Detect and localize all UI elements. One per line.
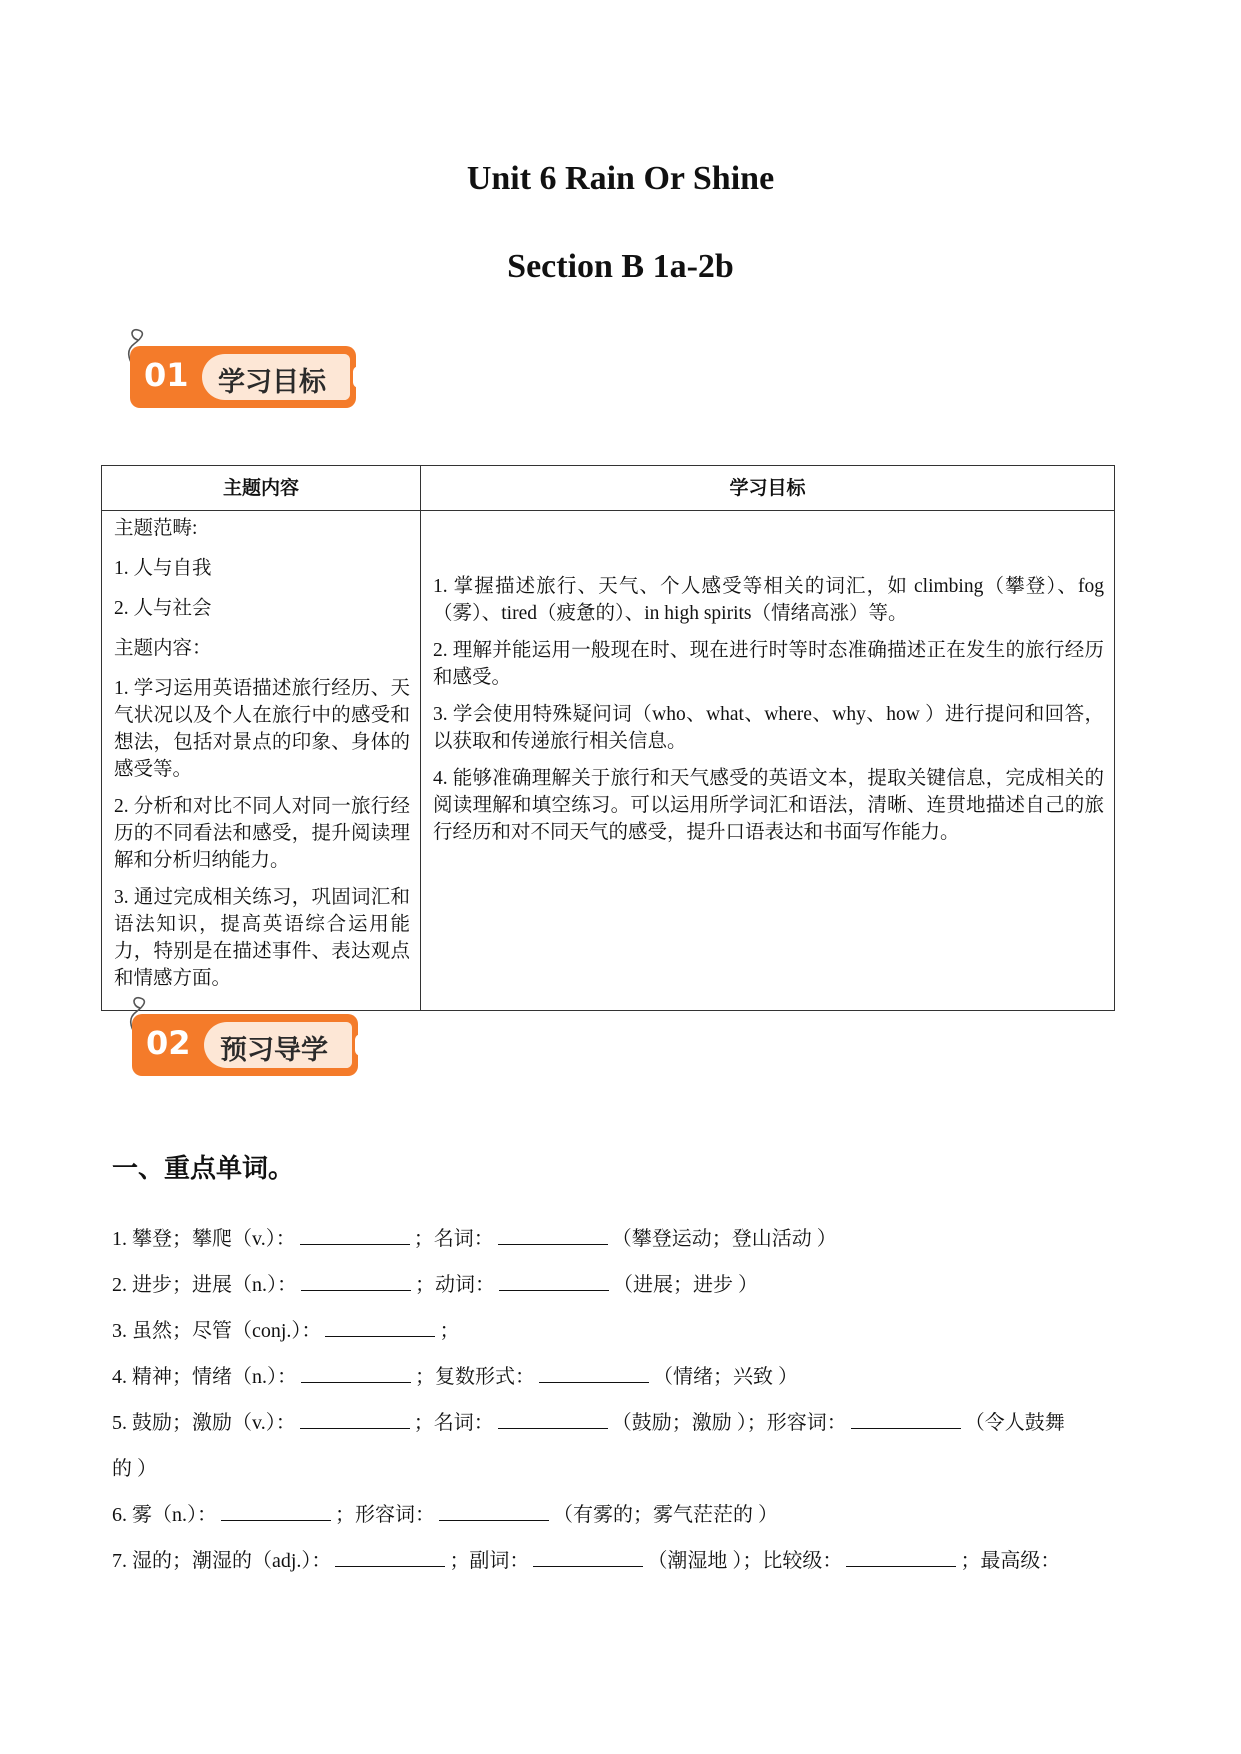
- answer-blank[interactable]: [300, 1226, 410, 1245]
- answer-blank[interactable]: [335, 1548, 445, 1567]
- topic-line: 2. 分析和对比不同人对同一旅行经历的不同看法和感受，提升阅读理解和分析归纳能力。: [114, 796, 410, 871]
- topic-line: 1. 学习运用英语描述旅行经历、天气状况以及个人在旅行中的感受和想法，包括对景点的印象、身体的感受等。: [114, 678, 410, 780]
- goals-cell: [421, 511, 1115, 1011]
- answer-blank[interactable]: [533, 1548, 643, 1567]
- answer-blank[interactable]: [846, 1548, 956, 1567]
- vocab-line-1: 1. 攀登；攀爬（v.）： ；名词： （攀登运动；登山活动 ）: [112, 1228, 837, 1250]
- section-badge-goals: [124, 328, 359, 413]
- vocab-line-6: 6. 雾（n.）： ；形容词： （有雾的；雾气茫茫的 ）: [112, 1504, 778, 1526]
- goal-item: 1. 掌握描述旅行、天气、个人感受等相关的词汇，如 climbing（攀登）、fog（雾）、tired（疲惫的）、in high spirits（情绪高涨）等。: [433, 576, 1104, 624]
- vocab-line-5-cont: 的 ）: [112, 1458, 157, 1480]
- topic-line: 主题内容：: [114, 638, 212, 659]
- vocab-line-2: 2. 进步；进展（n.）： ；动词： （进展；进步 ）: [112, 1274, 758, 1296]
- answer-blank[interactable]: [851, 1410, 961, 1429]
- section-badge-preview: [126, 996, 361, 1081]
- goal-item: 2. 理解并能运用一般现在时、现在进行时等时态准确描述正在发生的旅行经历和感受。: [433, 640, 1104, 688]
- answer-blank[interactable]: [325, 1318, 435, 1337]
- badge-label: 预习导学: [220, 1035, 328, 1066]
- answer-blank[interactable]: [498, 1410, 608, 1429]
- answer-blank[interactable]: [301, 1364, 411, 1383]
- badge-number: 02: [146, 1024, 191, 1062]
- table-header-topic: 主题内容: [102, 466, 421, 511]
- answer-blank[interactable]: [439, 1502, 549, 1521]
- topic-line: 1. 人与自我: [114, 558, 212, 579]
- goals-table: [101, 465, 1115, 1011]
- vocab-line-4: 4. 精神；情绪（n.）： ；复数形式： （情绪；兴致 ）: [112, 1366, 798, 1388]
- goal-item: 4. 能够准确理解关于旅行和天气感受的英语文本，提取关键信息，完成相关的阅读理解和填空练习。可以运用所学词汇和语法，清晰、连贯地描述自己的旅行经历和对不同天气的感受，提升口语表达和书面写作能力。: [433, 768, 1104, 843]
- badge-label: 学习目标: [218, 367, 326, 398]
- goal-item: 3. 学会使用特殊疑问词（who、what、where、why、how ）进行提问和回答，以获取和传递旅行相关信息。: [433, 704, 1104, 752]
- topic-line: 主题范畴:: [114, 518, 198, 539]
- badge-number: 01: [144, 356, 189, 394]
- topic-cell: [102, 511, 421, 1011]
- section-heading: 一、重点单词。: [112, 1154, 295, 1184]
- table-header-goals: 学习目标: [421, 466, 1115, 511]
- vocab-line-3: 3. 虽然；尽管（conj.）： ；: [112, 1320, 460, 1342]
- answer-blank[interactable]: [499, 1272, 609, 1291]
- answer-blank[interactable]: [498, 1226, 608, 1245]
- answer-blank[interactable]: [300, 1410, 410, 1429]
- vocab-line-5: 5. 鼓励；激励（v.）： ；名词： （鼓励；激励 ）；形容词： （令人鼓舞: [112, 1412, 1065, 1434]
- topic-line: 2. 人与社会: [114, 598, 212, 619]
- topic-line: 3. 通过完成相关练习，巩固词汇和语法知识，提高英语综合运用能力，特别是在描述事件、表达观点和情感方面。: [114, 887, 410, 989]
- page-subtitle: Section B 1a-2b: [507, 248, 734, 285]
- answer-blank[interactable]: [221, 1502, 331, 1521]
- vocab-line-7: 7. 湿的；潮湿的（adj.）： ；副词： （潮湿地 ）；比较级： ；最高级：: [112, 1550, 1061, 1572]
- page-title: Unit 6 Rain Or Shine: [466, 160, 775, 197]
- answer-blank[interactable]: [301, 1272, 411, 1291]
- answer-blank[interactable]: [539, 1364, 649, 1383]
